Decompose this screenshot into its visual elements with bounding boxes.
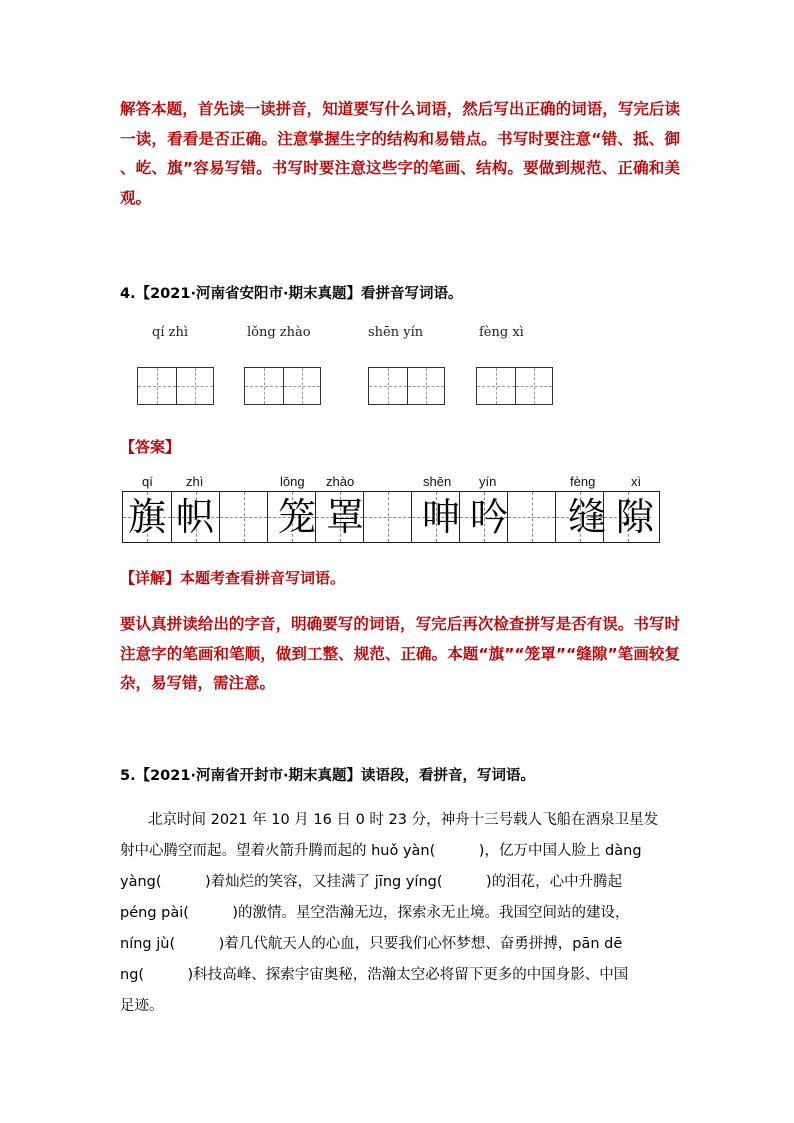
passage-line: 北京时间 2021 年 10 月 16 日 0 时 23 分，神舟十三号载人飞船在酒泉卫星发 [148, 812, 659, 828]
passage-line: níng jù( )着几代航天人的心血，只要我们心怀梦想、奋勇拼搏，pān dē [120, 936, 623, 952]
answer-cell [507, 492, 555, 542]
detail-summary: 本题考查看拼音写词语。 [180, 569, 346, 587]
intro-explanation: 解答本题，首先读一读拼音，知道要写什么词语，然后写出正确的词语，写完后读一读，看看是否正确。注意掌握生字的结构和易错点。书写时要注意“错、抵、御 、屹、旗”容易写错。书写时要注意这些字的笔画、结构。要做到规范、正确和美观。 [120, 100, 680, 207]
grid-cell[interactable] [283, 368, 321, 404]
pinyin-label: lǒng zhào [247, 325, 311, 340]
pinyin-label: shēn yín [368, 325, 424, 340]
answer-character: 帜 [175, 495, 214, 539]
pinyin-label: qí zhì [152, 325, 188, 340]
answer-character: 旗 [127, 495, 166, 539]
writing-grid-4[interactable] [476, 367, 553, 405]
answer-character: 缝 [567, 495, 606, 539]
passage-line: 射中心腾空而起。望着火箭升腾而起的 huǒ yàn( )，亿万中国人脸上 dàng [120, 843, 642, 859]
detail-label: 【详解】 [120, 569, 181, 587]
detail-line [120, 564, 680, 594]
grid-cell[interactable] [515, 368, 553, 404]
grid-cell[interactable] [369, 368, 407, 404]
writing-grid-1[interactable] [137, 367, 214, 405]
answer-pinyin: fèng [570, 474, 596, 489]
passage-line: péng pài( )的激情。星空浩瀚无边，探索永无止境。我国空间站的建设， [120, 905, 630, 921]
question-5-title: 5.【2021·河南省开封市·期末真题】读语段，看拼音，写词语。 [120, 768, 535, 784]
grid-cell[interactable] [176, 368, 214, 404]
answer-pinyin: xì [631, 474, 642, 489]
question-4-title: 4.【2021·河南省安阳市·期末真题】看拼音写词语。 [120, 286, 463, 302]
answer-label: 【答案】 [120, 438, 181, 456]
answer-character: 罩 [325, 495, 364, 539]
grid-cell[interactable] [477, 368, 515, 404]
answer-pinyin: zhào [326, 474, 355, 489]
grid-cell[interactable] [245, 368, 283, 404]
answer-grid [122, 491, 660, 543]
answer-cell [363, 492, 411, 542]
grid-cell[interactable] [407, 368, 445, 404]
grid-cell[interactable] [138, 368, 176, 404]
writing-grid-2[interactable] [244, 367, 321, 405]
passage-line: 足迹。 [120, 998, 164, 1014]
answer-pinyin: qí [142, 474, 153, 489]
passage-line: yàng( )着灿烂的笑容，又挂满了 jīng yíng( )的泪花，心中升腾起 [120, 874, 623, 890]
detail-paragraph: 要认真拼读给出的字音，明确要写的词语，写完后再次检查拼写是否有误。书写时注意字的笔画和笔顺，做到工整、规范、正确。本题“旗”“笼罩”“缝隙”笔画较复杂，易写错，需注意。 [120, 615, 680, 692]
answer-pinyin: lǒng [280, 474, 305, 489]
answer-character: 笼 [277, 495, 316, 539]
writing-grid-3[interactable] [368, 367, 445, 405]
answer-character: 隙 [615, 495, 654, 539]
answer-pinyin: shēn [423, 474, 452, 489]
answer-pinyin: yín [479, 474, 497, 489]
answer-cell [219, 492, 267, 542]
passage-line: ng( )科技高峰、探索宇宙奥秘，浩瀚太空必将留下更多的中国身影、中国 [120, 967, 629, 983]
pinyin-label: fèng xì [479, 325, 524, 340]
answer-pinyin: zhì [186, 474, 204, 489]
answer-character: 呻 [421, 495, 460, 539]
answer-character: 吟 [469, 495, 508, 539]
